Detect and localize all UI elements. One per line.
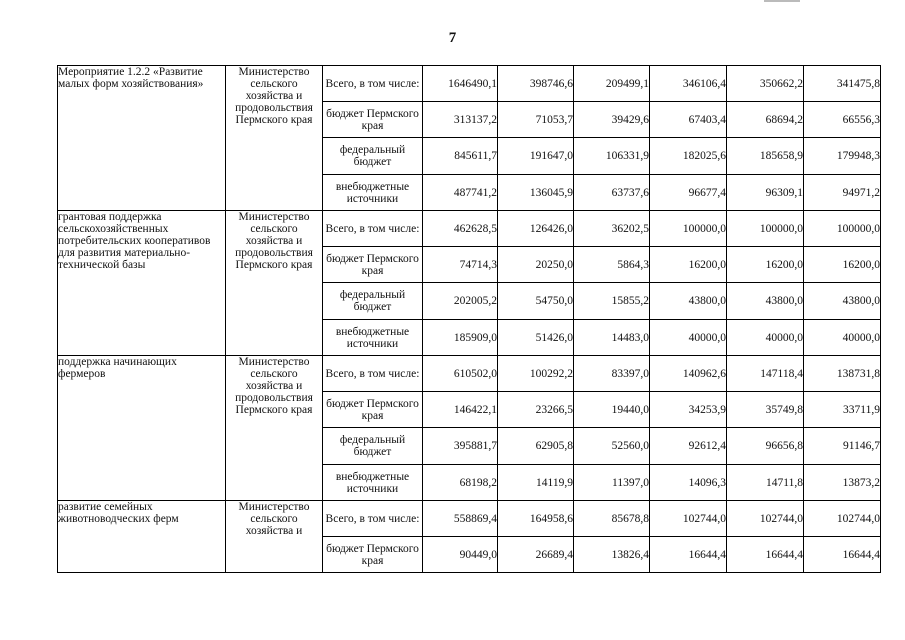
page-number: 7 [448,30,457,46]
amount-cell: 67403,4 [650,102,727,138]
executor-name: Министерство сельского хозяйства и продовольствия Пермского края [226,211,323,356]
amount-cell: 202005,2 [423,283,498,320]
funding-source-label: бюджет Пермского края [323,247,423,283]
amount-cell: 40000,0 [727,320,804,356]
amount-cell: 96677,4 [650,175,727,211]
amount-cell: 74714,3 [423,247,498,283]
amount-cell: 19440,0 [574,392,650,428]
amount-cell: 51426,0 [498,320,574,356]
amount-cell: 52560,0 [574,428,650,465]
amount-cell: 136045,9 [498,175,574,211]
amount-cell: 63737,6 [574,175,650,211]
funding-source-label: внебюджетные источники [323,465,423,501]
funding-source-label: Всего, в том числе: [323,501,423,537]
amount-cell: 146422,1 [423,392,498,428]
amount-cell: 43800,0 [727,283,804,320]
funding-source-label: Всего, в том числе: [323,356,423,392]
amount-cell: 43800,0 [650,283,727,320]
amount-cell: 11397,0 [574,465,650,501]
amount-cell: 350662,2 [727,66,804,102]
amount-cell: 62905,8 [498,428,574,465]
amount-cell: 16644,4 [804,537,881,573]
amount-cell: 487741,2 [423,175,498,211]
amount-cell: 16200,0 [727,247,804,283]
executor-name: Министерство сельского хозяйства и продовольствия Пермского края [226,66,323,211]
amount-cell: 94971,2 [804,175,881,211]
amount-cell: 13873,2 [804,465,881,501]
amount-cell: 182025,6 [650,138,727,175]
funding-source-label: внебюджетные источники [323,175,423,211]
amount-cell: 100000,0 [804,211,881,247]
scan-corner-mark [764,0,800,2]
amount-cell: 341475,8 [804,66,881,102]
amount-cell: 14096,3 [650,465,727,501]
amount-cell: 43800,0 [804,283,881,320]
amount-cell: 5864,3 [574,247,650,283]
amount-cell: 100000,0 [727,211,804,247]
amount-cell: 68694,2 [727,102,804,138]
amount-cell: 96656,8 [727,428,804,465]
amount-cell: 185909,0 [423,320,498,356]
measure-name: поддержка начинающих фермеров [58,356,226,501]
measure-name: развитие семейных животноводческих ферм [58,501,226,573]
amount-cell: 33711,9 [804,392,881,428]
amount-cell: 558869,4 [423,501,498,537]
amount-cell: 16644,4 [650,537,727,573]
amount-cell: 462628,5 [423,211,498,247]
funding-source-label: бюджет Пермского края [323,537,423,573]
table-row [58,66,881,102]
amount-cell: 164958,6 [498,501,574,537]
amount-cell: 185658,9 [727,138,804,175]
amount-cell: 83397,0 [574,356,650,392]
amount-cell: 610502,0 [423,356,498,392]
funding-source-label: Всего, в том числе: [323,211,423,247]
amount-cell: 20250,0 [498,247,574,283]
funding-source-label: внебюджетные источники [323,320,423,356]
funding-source-label: бюджет Пермского края [323,102,423,138]
budget-table [57,65,881,573]
table-row [58,211,881,247]
funding-source-label: федеральный бюджет [323,283,423,320]
executor-name: Министерство сельского хозяйства и [226,501,323,573]
funding-source-label: Всего, в том числе: [323,66,423,102]
measure-name: Мероприятие 1.2.2 «Развитие малых форм хозяйствования» [58,66,226,211]
funding-source-label: федеральный бюджет [323,138,423,175]
amount-cell: 346106,4 [650,66,727,102]
amount-cell: 71053,7 [498,102,574,138]
amount-cell: 34253,9 [650,392,727,428]
amount-cell: 26689,4 [498,537,574,573]
amount-cell: 54750,0 [498,283,574,320]
amount-cell: 91146,7 [804,428,881,465]
amount-cell: 35749,8 [727,392,804,428]
amount-cell: 16200,0 [804,247,881,283]
amount-cell: 147118,4 [727,356,804,392]
amount-cell: 845611,7 [423,138,498,175]
amount-cell: 92612,4 [650,428,727,465]
amount-cell: 313137,2 [423,102,498,138]
amount-cell: 209499,1 [574,66,650,102]
amount-cell: 16644,4 [727,537,804,573]
amount-cell: 1646490,1 [423,66,498,102]
amount-cell: 100292,2 [498,356,574,392]
amount-cell: 102744,0 [727,501,804,537]
measure-name: грантовая поддержка сельскохозяйственных потребительских кооперативов для развития материально-технической базы [58,211,226,356]
amount-cell: 14711,8 [727,465,804,501]
amount-cell: 126426,0 [498,211,574,247]
table-row [58,501,881,537]
amount-cell: 23266,5 [498,392,574,428]
amount-cell: 40000,0 [650,320,727,356]
amount-cell: 395881,7 [423,428,498,465]
funding-source-label: бюджет Пермского края [323,392,423,428]
amount-cell: 39429,6 [574,102,650,138]
amount-cell: 191647,0 [498,138,574,175]
amount-cell: 140962,6 [650,356,727,392]
amount-cell: 100000,0 [650,211,727,247]
amount-cell: 68198,2 [423,465,498,501]
amount-cell: 16200,0 [650,247,727,283]
executor-name: Министерство сельского хозяйства и продовольствия Пермского края [226,356,323,501]
amount-cell: 40000,0 [804,320,881,356]
amount-cell: 85678,8 [574,501,650,537]
amount-cell: 15855,2 [574,283,650,320]
amount-cell: 14483,0 [574,320,650,356]
amount-cell: 13826,4 [574,537,650,573]
amount-cell: 398746,6 [498,66,574,102]
amount-cell: 36202,5 [574,211,650,247]
amount-cell: 96309,1 [727,175,804,211]
amount-cell: 102744,0 [804,501,881,537]
table-row [58,356,881,392]
amount-cell: 102744,0 [650,501,727,537]
amount-cell: 14119,9 [498,465,574,501]
amount-cell: 106331,9 [574,138,650,175]
amount-cell: 66556,3 [804,102,881,138]
amount-cell: 138731,8 [804,356,881,392]
amount-cell: 179948,3 [804,138,881,175]
funding-source-label: федеральный бюджет [323,428,423,465]
amount-cell: 90449,0 [423,537,498,573]
